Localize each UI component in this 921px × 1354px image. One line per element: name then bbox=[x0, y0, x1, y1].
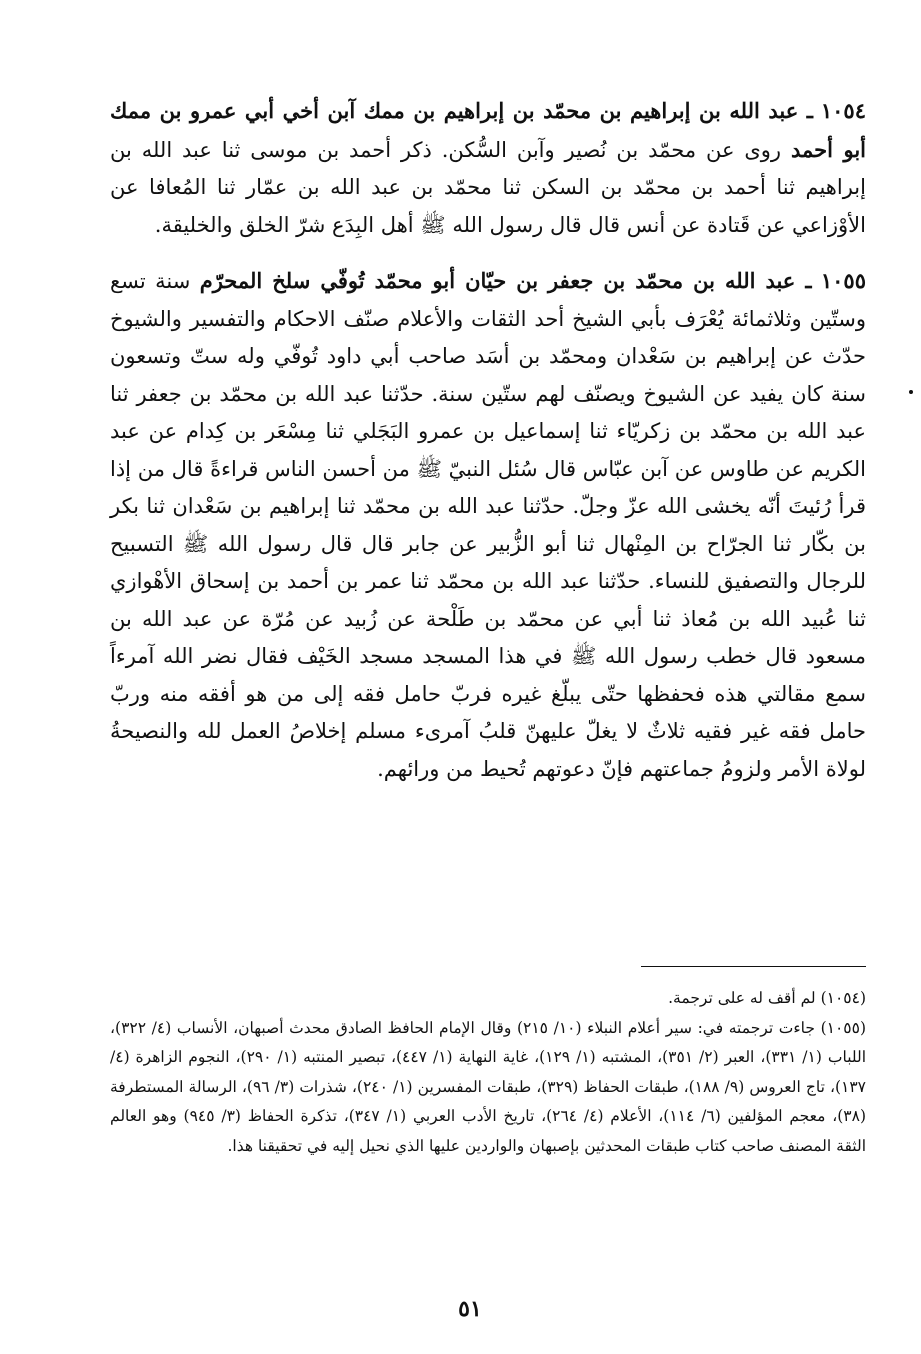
footnote-ref: (١٠٥٤) bbox=[820, 989, 866, 1007]
footnote-1055 bbox=[110, 1014, 866, 1162]
footnote-text: جاءت ترجمته في: سير أعلام النبلاء (١٠/ ٢١٥) وقال الإمام الحافظ الصادق محدث أصبهان، الأنساب (٤/ ٣٢٢)، اللباب (١/ ٣٣١)، العبر (٢/ ٣٥١)، المشتبه (١/ ١٢٩)، غاية النهاية (١/ ٤٤٧)، تبصير المنتبه (١/ ٢٩٠)، النجوم الزاهرة (٤/ ١٣٧)، تاج العروس (٩/ ١٨٨)، طبقات الحفاظ (٣٢٩)، طبقات المفسرين (١/ ٢٤٠)، شذرات (٣/ ٩٦)، الرسالة المستطرفة (٣٨)، معجم المؤلفين (٦/ ١١٤)، الأعلام (٤/ ٢٦٤)، تاريخ الأدب العربي (١/ ٣٤٧)، تذكرة الحفاظ (٣/ ٩٤٥) وهو العالم الثقة المصنف صاحب كتاب طبقات المحدثين بإصبهان والواردين عليها الذي نحيل إليه في تحقيقنا هذا. bbox=[110, 1018, 867, 1155]
page-number: ٥١ bbox=[458, 1296, 482, 1322]
entry-1055 bbox=[110, 262, 866, 788]
footnote-text: لم أقف له على ترجمة. bbox=[668, 989, 816, 1007]
entry-number: ١٠٥٤ bbox=[820, 98, 866, 123]
entry-paragraph bbox=[110, 262, 866, 788]
entry-1054 bbox=[110, 92, 866, 244]
entry-body: سنة تسع وستّين وثلاثمائة يُعْرَف بأبي الشيخ أحد الثقات والأعلام صنّف الاحكام والتفسير والشيوخ حدّث عن إبراهيم بن سَعْدان ومحمّد بن أسَد صاحب أبي داود تُوفّي وله ستّ وتسعون سنة كان يفيد عن الشيوخ ويصنّف لهم ستّين سنة. حدّثنا عبد الله بن محمّد بن جعفر ثنا عبد الله بن محمّد بن زكريّاء ثنا إسماعيل بن عمرو البَجَلي ثنا مِسْعَر بن كِدام عن عبد الكريم عن طاوس عن آبن عبّاس قال سُئل النبيّ ﷺ من أحسن الناس قراءةً قال من إذا قرأ رُئيتَ أنّه يخشى الله عزّ وجلّ. حدّثنا عبد الله بن محمّد ثنا إبراهيم بن سَعْدان ثنا بكر بن بكّار ثنا الجرّاح بن المِنْهال ثنا أبو الزُّبير عن جابر قال قال رسول الله ﷺ التسبيح للرجال والتصفيق للنساء. حدّثنا عبد الله بن محمّد ثنا عمر بن أحمد بن إسحاق الأهْوازي ثنا عُبيد الله بن مُعاذ ثنا أبي عن محمّد بن طَلْحة عن زُبيد عن مُرّة عن عبد الله بن مسعود قال خطب رسول الله ﷺ في هذا المسجد مسجد الخَيْف فقال نضر الله آمرءاً سمع مقالتي هذه فحفظها حتّى يبلّغ غيره فربّ حامل فقه إلى من هو أفقه منه وربّ حامل فقه غير فقيه ثلاثٌ لا يغلّ عليهنّ قلبُ آمرىء مسلم إخلاصُ العمل لله والنصيحةُ لولاة الأمر ولزومُ جماعتهم فإنّ دعوتهم تُحيط من ورائهم. bbox=[110, 269, 866, 781]
margin-dot bbox=[909, 390, 913, 394]
footnote-separator bbox=[641, 966, 866, 967]
entry-number: ١٠٥٥ bbox=[820, 268, 866, 293]
entry-body: روى عن محمّد بن نُصير وآبن السُّكن. ذكر أحمد بن موسى ثنا عبد الله بن إبراهيم ثنا أحمد بن محمّد بن السكن ثنا محمّد بن عبد الله بن عمّار ثنا المُعافا عن الأوْزاعي عن قَتادة عن أنس قال قال رسول الله ﷺ أهل البِدَع شرّ الخلق والخليقة. bbox=[110, 137, 866, 237]
footnote-1054 bbox=[110, 984, 866, 1014]
entry-headline: ـ عبد الله بن محمّد بن جعفر بن حيّان أبو محمّد تُوفّي سلخ المحرّم bbox=[199, 268, 812, 293]
main-text bbox=[110, 92, 866, 806]
footnotes bbox=[110, 984, 866, 1161]
entry-paragraph bbox=[110, 92, 866, 244]
entry-headline: ـ عبد الله بن إبراهيم بن محمّد بن إبراهيم بن ممك آبن أخي أبي عمرو بن ممك أبو أحمد bbox=[110, 98, 866, 162]
footnote-ref: (١٠٥٥) bbox=[820, 1018, 867, 1037]
